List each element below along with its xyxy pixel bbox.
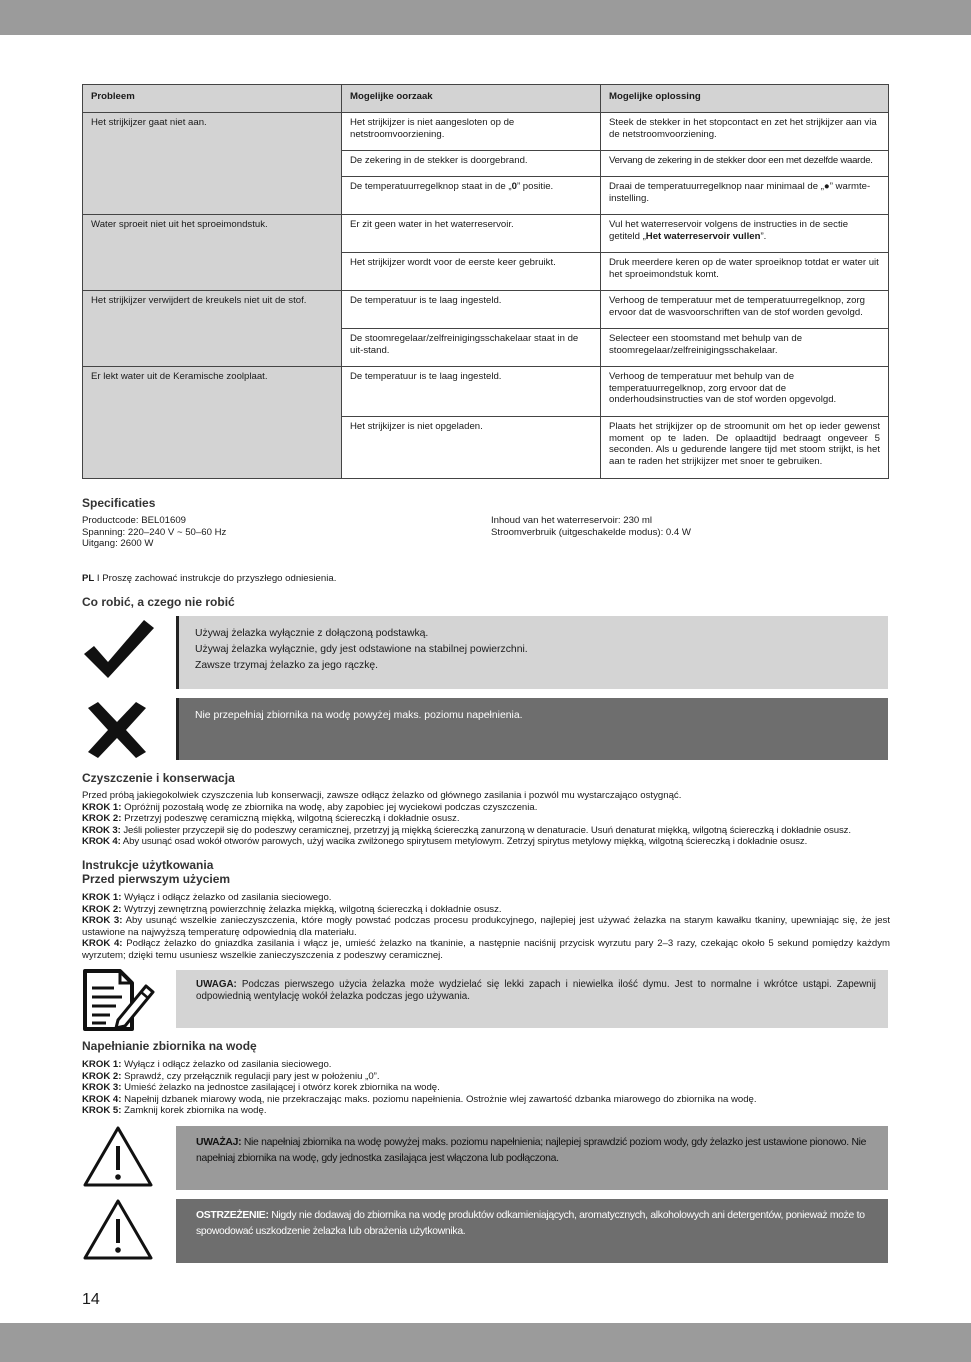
solution-cell: Verhoog de temperatuur met de temperatuurregelknop, zorg ervoor dat de wasvoorschriften van de stof worden gevolgd. [601,291,889,329]
spec-line: Spanning: 220–240 V ~ 50–60 Hz [82,526,227,538]
dont-line: Nie przepełniaj zbiornika na wodę powyżej maks. poziomu napełnienia. [195,710,523,721]
page-number: 14 [82,1291,100,1308]
step-item: KROK 4: Aby usunąć osad wokół otworów parowych, użyj wacika zwilżonego spirytusem metylowym. Zetrzyj spirytus metylowy miękką, wilgotną ściereczką i dokładnie osusz. [82,836,808,848]
table-row [83,291,889,329]
step-item: KROK 1: Wyłącz i odłącz żelazko od zasilania sieciowego. [82,892,332,903]
cleaning-intro: Przed próbą jakiegokolwiek czyszczenia lub konserwacji, zawsze odłącz żelazko od głównego zasilania i pozwól mu wystarczająco ostygnąć. [82,790,682,801]
do-line: Używaj żelazka wyłącznie, gdy jest odstawione na stabilnej powierzchni. [195,644,528,655]
table-row [83,113,889,151]
step-item: KROK 3: Jeśli poliester przyczepił się do podeszwy ceramicznej, przetrzyj ją miękką ściereczką zanurzoną w denaturacie. Usuń denaturat miękką, wilgotną ściereczką i dokładnie osusz. [82,824,851,836]
problem-cell: Het strijkijzer gaat niet aan. [83,113,342,215]
solution-cell: Druk meerdere keren op de water sproeiknop totdat er water uit het sproeimondstuk komt. [601,253,889,291]
instructions-body [82,892,890,962]
step-item: KROK 2: Przetrzyj podeszwę ceramiczną miękką, wilgotną ściereczką i dokładnie osusz. [82,813,460,825]
solution-cell: Steek de stekker in het stopcontact en zet het strijkijzer aan via de netstroomvoorziening. [601,113,889,151]
spec-line: Productcode: BEL01609 [82,515,187,526]
problem-cell: Er lekt water uit de Keramische zoolplaat. [83,367,342,479]
solution-cell: Selecteer een stoomstand met behulp van de stoomregelaar/zelfreinigingsschakelaar. [601,329,889,367]
step-item: KROK 2: Sprawdź, czy przełącznik regulacji pary jest w położeniu „0”. [82,1070,380,1082]
caution-text: UWAŻAJ: Nie napełniaj zbiornika na wodę powyżej maks. poziomu napełnienia; najlepiej sprawdzić poziom wody, gdy żelazko jest ustawione pionowo. Nie napełniaj zbiornika na wodę, gdy jednostka zasilająca jest włączona lub podłączona. [196,1137,867,1164]
table-header: Mogelijke oorzaak [342,85,601,113]
step-item: KROK 3: Umieść żelazko na jednostce zasilającej i otwórz korek zbiornika na wodę. [82,1082,440,1094]
cleaning-body [82,790,890,848]
cause-cell: De temperatuurregelknop staat in de „0” positie. [342,177,601,215]
cause-cell: Het strijkijzer is niet aangesloten op de netstroomvoorziening. [342,113,601,151]
note-pencil-icon [82,968,156,1032]
table-row [83,367,889,417]
cause-cell: De zekering in de stekker is doorgebrand. [342,151,601,177]
cause-cell: De temperatuur is te laag ingesteld. [342,367,601,417]
step-item: KROK 1: Opróżnij pozostałą wodę ze zbiornika na wodę, aby zapobiec jej wyciekowi podczas czyszczenia. [82,801,538,813]
cause-cell: De stoomregelaar/zelfreinigingsschakelaar staat in de uit-stand. [342,329,601,367]
step-item: KROK 4: Napełnij dzbanek miarowy wodą, nie przekraczając maks. poziomu napełnienia. Ostrożnie wlej zawartość dzbanka miarowego do zbiornika na wodę. [82,1093,757,1105]
cause-cell: De temperatuur is te laag ingesteld. [342,291,601,329]
pl-intro: PL I Proszę zachować instrukcje do przyszłego odniesienia. [82,573,337,584]
dos-title: Co robić, a czego nie robić [82,595,235,609]
solution-cell: Vul het waterreservoir volgens de instructies in de sectie getiteld „Het waterreservoir vullen”. [601,215,889,253]
cause-cell: Het strijkijzer is niet opgeladen. [342,417,601,479]
step-item: KROK 1: Wyłącz i odłącz żelazko od zasilania sieciowego. [82,1059,332,1070]
troubleshooting-table [82,84,889,479]
checkmark-icon [82,616,156,680]
specs-title: Specificaties [82,496,156,510]
do-line: Zawsze trzymaj żelazko za jego rączkę. [195,660,379,671]
instructions-title-2: Przed pierwszym użyciem [82,872,231,886]
table-header: Mogelijke oplossing [601,85,889,113]
bottom-footer-bar [0,1323,971,1362]
filling-body [82,1059,890,1117]
do-box [176,616,888,689]
instructions-title [82,858,230,886]
warning-triangle-icon [82,1124,154,1188]
warning-text: OSTRZEŻENIE: Nigdy nie dodawaj do zbiornika na wodę produktów odkamieniających, aromatycznych, alkoholowych ani detergentów, ponieważ może to spowodować uszkodzenie żelazka lub obrażenia użytkownika. [196,1210,865,1237]
step-item: KROK 4: Podłącz żelazko do gniazdka zasilania i włącz je, umieść żelazko na tkaninie, a następnie naciśnij przycisk wyrzutu pary 2–3 razy, czekając około 5 sekund pomiędzy każdym wyrzutem; dzięki temu usuniesz wszelkie zanieczyszczenia z podeszwy ceramicznej. [82,938,890,961]
solution-cell: Verhoog de temperatuur met behulp van de temperatuurregelknop, zorg ervoor dat de onderhoudsinstructies van de stof worden opgevolgd. [601,367,889,417]
spec-line: Inhoud van het waterreservoir: 230 ml [491,515,653,526]
do-line: Używaj żelazka wyłącznie z dołączoną podstawką. [195,628,429,639]
specs-right [491,515,691,538]
dont-box [176,698,888,760]
note-text: UWAGA: Podczas pierwszego użycia żelazka może wydzielać się lekki zapach i niewielka ilość dymu. Jest to normalne i wkrótce ustąpi. Zapewnij odpowiednią wentylację wokół żelazka podczas jego używania. [196,979,876,1002]
top-header-bar [0,0,971,35]
cause-cell: Er zit geen water in het waterreservoir. [342,215,601,253]
warning-box [176,1199,888,1263]
cause-cell: Het strijkijzer wordt voor de eerste keer gebruikt. [342,253,601,291]
step-item: KROK 2: Wytrzyj zewnętrzną powierzchnię żelazka miękką, wilgotną ściereczką i dokładnie osusz. [82,903,502,915]
cleaning-title: Czyszczenie i konserwacja [82,771,235,785]
solution-cell: Draai de temperatuurregelknop naar minimaal de „●” warmte-instelling. [601,177,889,215]
problem-cell: Het strijkijzer verwijdert de kreukels niet uit de stof. [83,291,342,367]
filling-title: Napełnianie zbiornika na wodę [82,1039,257,1053]
solution-cell: Plaats het strijkijzer op de stroomunit om het op ieder gewenst moment op te laden. De oplaadtijd bedraagt ongeveer 5 seconden. Als u gedurende langere tijd met stoom strijkt, is het aan te raden het strijkijzer met snoer te gebruiken. [601,417,889,479]
warning-triangle-icon [82,1197,154,1261]
note-box [176,970,888,1028]
caution-box [176,1126,888,1190]
solution-cell: Vervang de zekering in de stekker door een met dezelfde waarde. [601,151,889,177]
step-item: KROK 3: Aby usunąć wszelkie zanieczyszczenia, które mogły powstać podczas procesu produkcyjnego, najlepiej jest używać żelazka na starym kawałku tkaniny, upewniając się, że jest ustawione na najwyższą temperaturę odpowiednią dla materiału. [82,915,890,938]
step-item: KROK 5: Zamknij korek zbiornika na wodę. [82,1105,267,1117]
table-header-row [83,85,889,113]
cross-icon [84,700,150,760]
spec-line: Stroomverbruik (uitgeschakelde modus): 0.4 W [491,526,691,538]
problem-cell: Water sproeit niet uit het sproeimondstuk. [83,215,342,291]
specs-left [82,515,226,550]
spec-line: Uitgang: 2600 W [82,538,154,550]
table-row [83,215,889,253]
instructions-title-1: Instrukcje użytkowania [82,858,214,872]
table-header: Probleem [83,85,342,113]
